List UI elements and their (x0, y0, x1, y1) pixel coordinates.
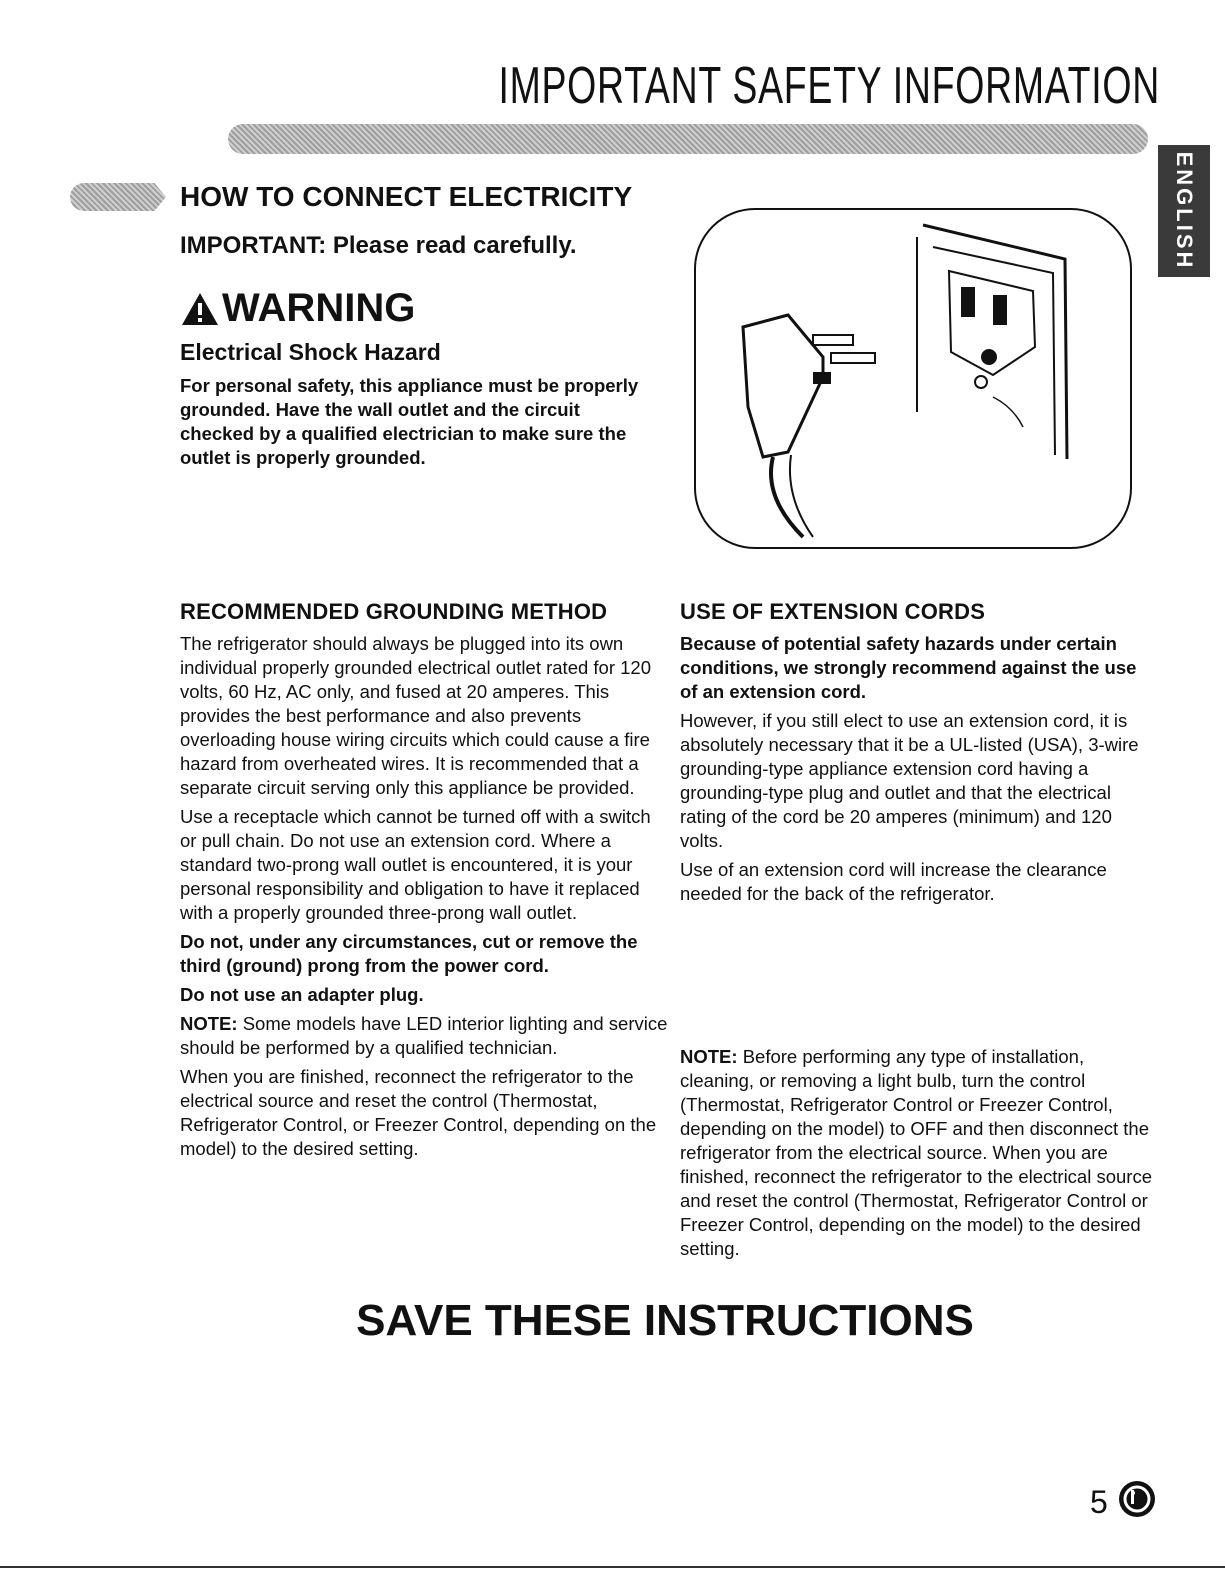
bottom-rule (0, 1566, 1225, 1568)
extension-section (680, 600, 1158, 911)
note-text: Before performing any type of installation, cleaning, or removing a light bulb, turn the control (Thermostat, Refrigerator Control or Freezer Control, depending on the model) to OFF and then disconnect the refrigerator from the electrical source. When you are finished, reconnect the refrigerator to the electrical source and reset the control (Thermostat, Refrigerator Control or Freezer Control, depending on the model) to the desired setting. (680, 1046, 1152, 1259)
lg-logo-icon (1118, 1480, 1156, 1518)
extension-title: USE OF EXTENSION CORDS (680, 599, 986, 624)
language-tab (1158, 145, 1210, 277)
prong-warning: Do not, under any circumstances, cut or remove the third (ground) prong from the power cord. (180, 931, 638, 976)
extension-paragraph: Use of an extension cord will increase the clearance needed for the back of the refrigerator. (680, 859, 1107, 904)
warning-icon (180, 291, 220, 327)
note-text: Some models have LED interior lighting and service should be performed by a qualified technician. (180, 1013, 668, 1058)
grounding-paragraph: The refrigerator should always be plugged into its own individual properly grounded electrical outlet rated for 120 volts, 60 Hz, AC only, and fused at 20 amperes. This provides the best performance and also prevents overloading house wiring circuits which could cause a fire hazard from overheated wires. It is recommended that a separate circuit serving only this appliance be provided. (180, 633, 652, 798)
note-label: NOTE: (180, 1013, 238, 1034)
warning-body: For personal safety, this appliance must be properly grounded. Have the wall outlet and the circuit checked by a qualified electrician to make sure the outlet is properly grounded. (180, 375, 639, 468)
plug-outlet-illustration (693, 207, 1133, 550)
grounding-paragraph: When you are finished, reconnect the refrigerator to the electrical source and reset the control (Thermostat, Refrigerator Control, or Freezer Control, depending on the model) to the desired setting. (180, 1066, 657, 1159)
language-tab-label: ENGLISH (1172, 151, 1197, 271)
header-bar (228, 124, 1148, 154)
grounding-paragraph: Use a receptacle which cannot be turned off with a switch or pull chain. Do not use an extension cord. Where a standard two-prong wall outlet is encountered, it is your personal responsibility and obligation to have it replaced with a properly grounded three-prong wall outlet. (180, 806, 651, 923)
led-note (180, 1012, 670, 1060)
section-title: HOW TO CONNECT ELECTRICITY (180, 181, 633, 212)
note-label: NOTE: (680, 1046, 738, 1067)
save-instructions-banner: SAVE THESE INSTRUCTIONS (356, 1296, 974, 1345)
installation-note (680, 1045, 1158, 1266)
warning-heading (180, 286, 415, 331)
grounding-title: RECOMMENDED GROUNDING METHOD (180, 599, 608, 624)
important-note: IMPORTANT: Please read carefully. (180, 232, 577, 259)
hazard-title: Electrical Shock Hazard (180, 339, 441, 365)
extension-warning: Because of potential safety hazards under certain conditions, we strongly recommend against the use of an extension cord. (680, 633, 1137, 702)
adapter-warning: Do not use an adapter plug. (180, 984, 424, 1005)
grounding-section (180, 600, 670, 1166)
page-title: IMPORTANT SAFETY INFORMATION (498, 57, 1160, 115)
page-number: 5 (1090, 1484, 1108, 1520)
section-marker (70, 183, 166, 211)
extension-paragraph: However, if you still elect to use an extension cord, it is absolutely necessary that it be a UL-listed (USA), 3-wire grounding-type appliance extension cord having a grounding-type plug and outlet and that the electrical rating of the cord be 20 amperes (minimum) and 120 volts. (680, 710, 1139, 851)
warning-label: WARNING (222, 286, 416, 330)
